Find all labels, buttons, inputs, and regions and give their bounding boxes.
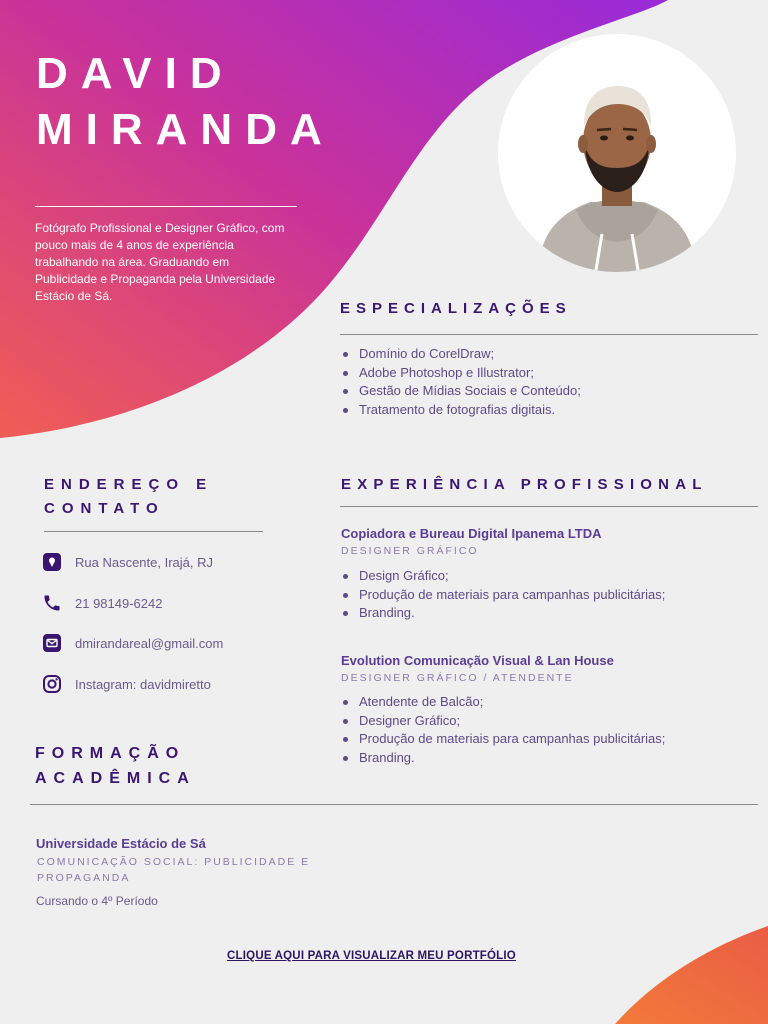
- specializations-title: ESPECIALIZAÇÕES: [340, 300, 572, 317]
- course-name: COMUNICAÇÃO SOCIAL: PUBLICIDADE E PROPAGANDA: [37, 856, 311, 884]
- specializations-divider: [340, 334, 758, 335]
- job-duty-item: Produção de materiais para campanhas publicitárias;: [341, 730, 665, 749]
- job-company: Evolution Comunicação Visual & Lan House: [341, 653, 614, 668]
- specialization-item: Tratamento de fotografias digitais.: [341, 401, 581, 420]
- instagram-icon: [41, 673, 63, 695]
- education-title-line1: FORMAÇÃO: [35, 745, 186, 762]
- phone-text: 21 98149-6242: [75, 595, 163, 611]
- specialization-item: Domínio do CorelDraw;: [341, 345, 581, 364]
- contact-title-line2: CONTATO: [44, 500, 165, 517]
- job-role: DESIGNER GRÁFICO: [341, 545, 479, 557]
- specialization-item: Adobe Photoshop e Illustrator;: [341, 364, 581, 383]
- job-company: Copiadora e Bureau Digital Ipanema LTDA: [341, 526, 602, 541]
- education-title-line2: ACADÊMICA: [35, 770, 196, 787]
- university-name: Universidade Estácio de Sá: [36, 836, 206, 851]
- job-duties-list: [341, 693, 665, 767]
- contact-phone[interactable]: [41, 592, 162, 614]
- person-illustration: [498, 34, 736, 272]
- job-duty-item: Designer Gráfico;: [341, 712, 665, 731]
- specializations-list: [341, 345, 581, 419]
- last-name: MIRANDA: [36, 105, 335, 154]
- experience-divider: [340, 506, 758, 507]
- map-pin-icon: [41, 551, 63, 573]
- experience-title: EXPERIÊNCIA PROFISSIONAL: [341, 476, 708, 493]
- contact-instagram[interactable]: [41, 673, 211, 695]
- contact-email[interactable]: [41, 632, 223, 654]
- footer-accent-shape: [615, 926, 768, 1024]
- job-duty-item: Branding.: [341, 604, 665, 623]
- job-duties-list: [341, 567, 665, 623]
- job-duty-item: Branding.: [341, 749, 665, 768]
- job-duty-item: Design Gráfico;: [341, 567, 665, 586]
- profile-summary: Fotógrafo Profissional e Designer Gráfico, com pouco mais de 4 anos de experiência trabalhando na área. Graduando em Publicidade e Propaganda pela Universidade Estácio de Sá.: [35, 221, 285, 303]
- phone-icon: [41, 592, 63, 614]
- job-duty-item: Produção de materiais para campanhas publicitárias;: [341, 586, 665, 605]
- mail-icon: [41, 632, 63, 654]
- address-text: Rua Nascente, Irajá, RJ: [75, 554, 214, 570]
- profile-photo: [498, 34, 736, 272]
- education-divider: [30, 804, 758, 805]
- email-text: dmirandareal@gmail.com: [75, 635, 224, 651]
- contact-divider: [44, 531, 263, 532]
- contact-title-line1: ENDEREÇO E: [44, 476, 214, 493]
- course-status: Cursando o 4º Período: [36, 894, 158, 908]
- job-role: DESIGNER GRÁFICO / ATENDENTE: [341, 672, 574, 684]
- portfolio-link[interactable]: CLIQUE AQUI PARA VISUALIZAR MEU PORTFÓLIO: [227, 950, 516, 962]
- contact-address: [41, 551, 213, 573]
- job-duty-item: Atendente de Balcão;: [341, 693, 665, 712]
- header-divider: [35, 206, 297, 207]
- specialization-item: Gestão de Mídias Sociais e Conteúdo;: [341, 382, 581, 401]
- first-name: DAVID: [36, 49, 235, 98]
- instagram-text: Instagram: davidmiretto: [75, 676, 211, 692]
